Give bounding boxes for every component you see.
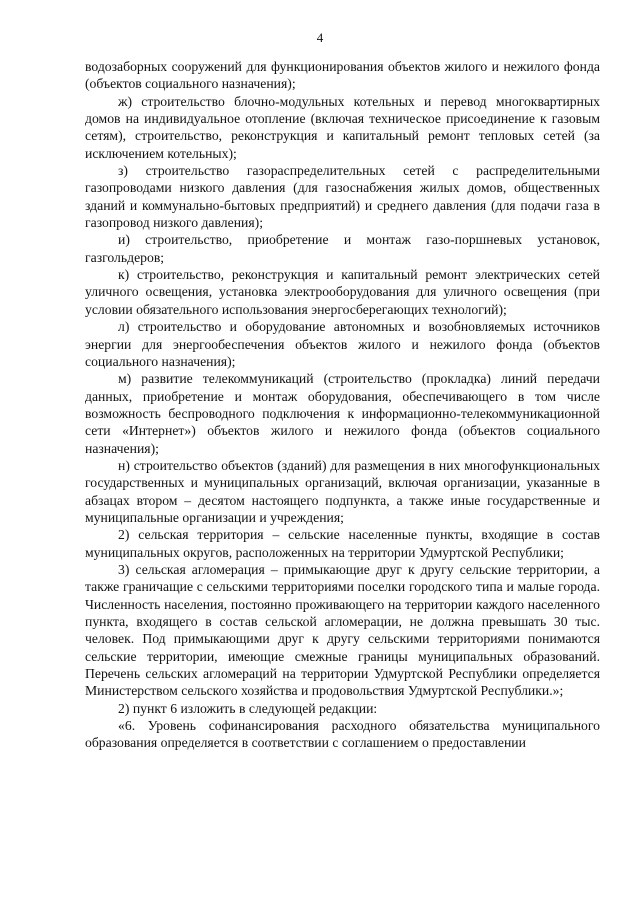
- paragraph-rural-territory: 2) сельская территория – сельские населенные пункты, входящие в состав муниципальных округов, расположенных на территории Удмуртской Республики;: [85, 527, 600, 560]
- paragraph-rural-agglomeration: 3) сельская агломерация – примыкающие друг к другу сельские территории, а также граничащие с сельскими территориями поселки городского типа и малые города. Численность населения, постоянно проживающего на территории каждого населенного пункта, входящего в состав сельской агломерации, не должна превышать 30 тыс. человек. Под примыкающими друг к другу сельскими территориями понимаются сельские территории, имеющие смежные границы муниципальных образований. Перечень сельских агломераций на территории Удмуртской Республики определяется Министерством сельского хозяйства и продовольствия Удмуртской Республики.»;: [85, 561, 600, 699]
- paragraph-continuation: водозаборных сооружений для функционирования объектов жилого и нежилого фонда (объектов социального назначения);: [85, 59, 600, 92]
- paragraph-point-6-text: «6. Уровень софинансирования расходного обязательства муниципального образования определяется в соответствии с соглашением о предоставлении: [85, 718, 600, 751]
- page-number: 4: [316, 30, 324, 45]
- paragraph-item-l: л) строительство и оборудование автономных и возобновляемых источников энергии для энергообеспечения объектов жилого и нежилого фонда (объектов социального назначения);: [85, 319, 600, 369]
- paragraph-item-k: к) строительство, реконструкция и капитальный ремонт электрических сетей уличного освещения, установка электрооборудования для уличного освещения (при условии обязательного использования энергосберегающих технологий);: [85, 267, 600, 317]
- paragraph-item-zh: ж) строительство блочно-модульных котельных и перевод многоквартирных домов на индивидуальное отопление (включая техническое присоединение к газовым сетям), строительство, реконструкция и капитальный ремонт тепловых сетей (за исключением котельных);: [85, 93, 600, 161]
- document-body: [85, 58, 600, 752]
- paragraph-item-m: м) развитие телекоммуникаций (строительство (прокладка) линий передачи данных, приобретение и монтаж оборудования, обеспечивающего в том числе возможность беспроводного подключения к информационно-телекоммуникационной сети «Интернет») объектов жилого и нежилого фонда (объектов социального назначения);: [85, 371, 600, 456]
- paragraph-item-i: и) строительство, приобретение и монтаж газо-поршневых установок, газгольдеров;: [85, 232, 600, 265]
- paragraph-item-z: з) строительство газораспределительных сетей с распределительными газопроводами низкого давления (для газоснабжения жилых домов, общественных зданий и коммунально-бытовых предприятий) и среднего давления (для подачи газа в газопровод низкого давления);: [85, 163, 600, 231]
- paragraph-point-6-intro: 2) пункт 6 изложить в следующей редакции:: [118, 700, 378, 716]
- paragraph-item-n: н) строительство объектов (зданий) для размещения в них многофункциональных государственных и муниципальных организаций, включая организации, указанные в абзацах втором – десятом настоящего подпункта, а также иные государственные и муниципальные организации и учреждения;: [85, 457, 600, 525]
